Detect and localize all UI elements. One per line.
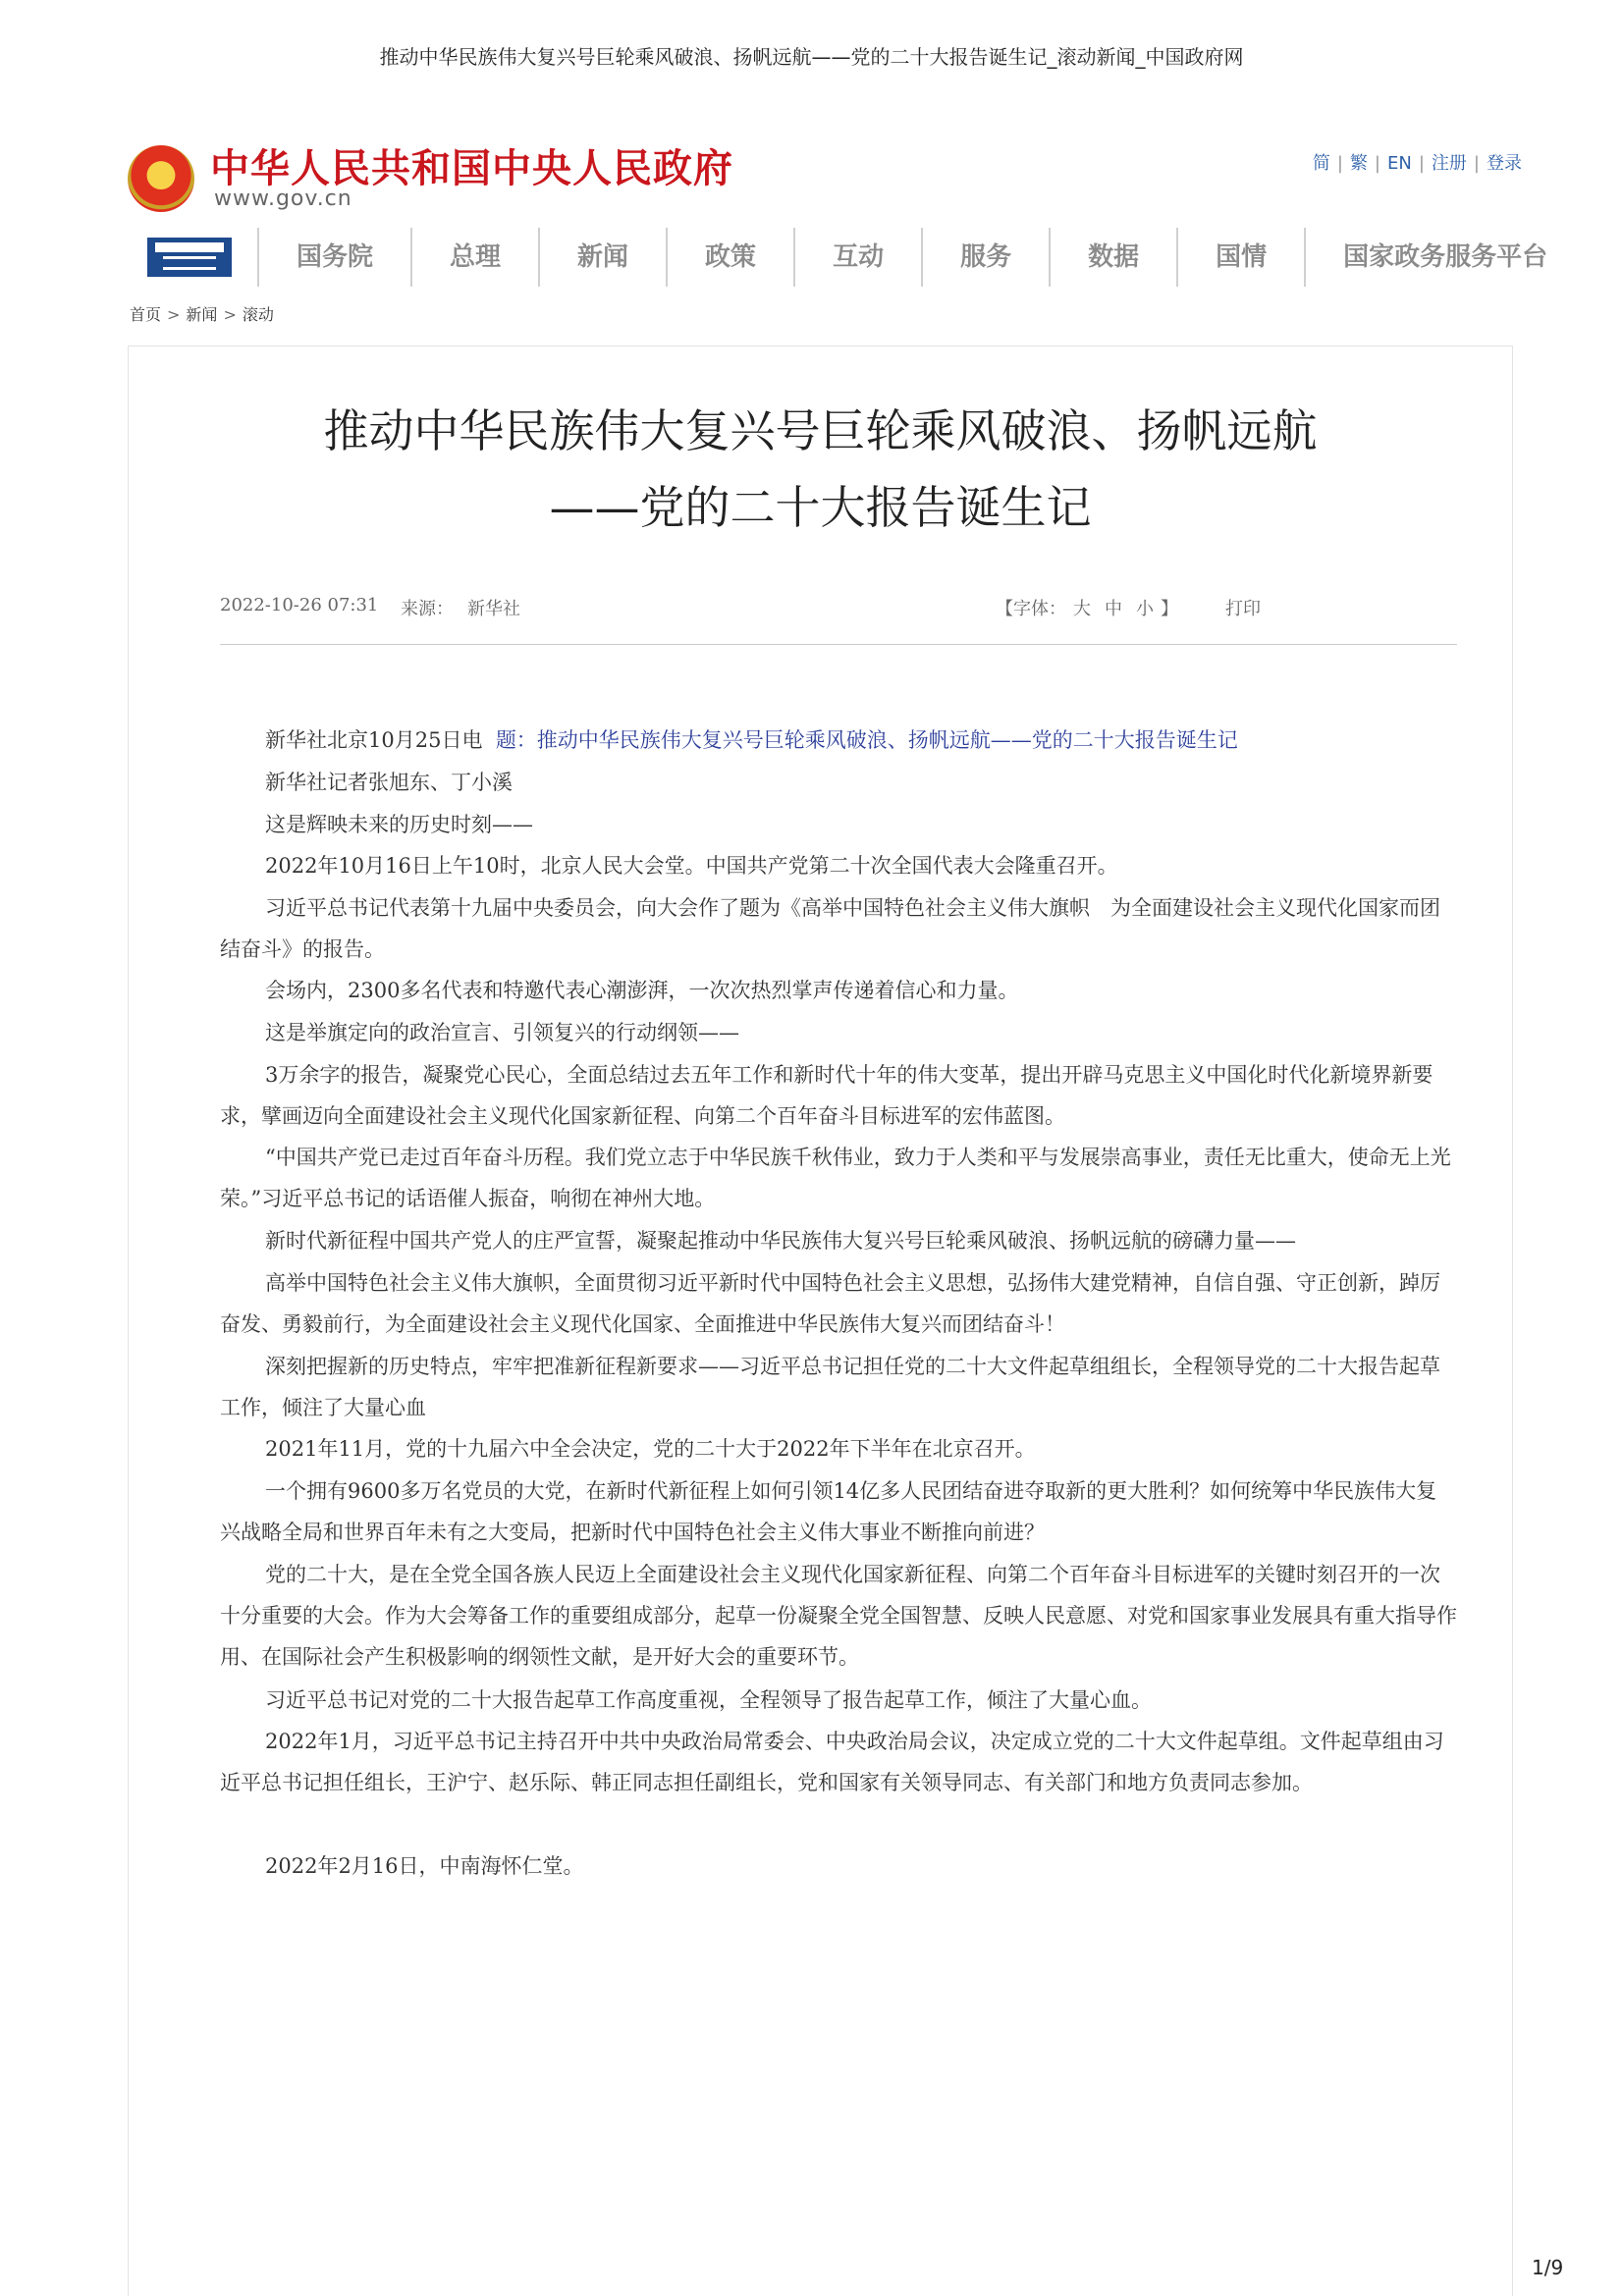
link-login[interactable]: 登录 bbox=[1487, 153, 1522, 174]
body-paragraph: 会场内，2300多名代表和特邀代表心潮澎湃，一次次热烈掌声传递着信心和力量。 bbox=[265, 979, 1019, 1002]
breadcrumb-rolling[interactable]: 滚动 bbox=[242, 305, 274, 324]
nav-item-premier[interactable]: 总理 bbox=[410, 228, 538, 287]
font-size-small[interactable]: 小 bbox=[1136, 599, 1154, 619]
source-label: 来源： bbox=[401, 599, 454, 619]
national-emblem-icon[interactable] bbox=[128, 145, 194, 212]
link-english[interactable]: EN bbox=[1387, 153, 1412, 174]
body-paragraph: 新华社记者张旭东、丁小溪 bbox=[265, 771, 513, 794]
link-register[interactable]: 注册 bbox=[1431, 153, 1467, 174]
body-paragraph: “中国共产党已走过百年奋斗历程。我们党立志于中华民族千秋伟业，致力于人类和平与发展崇高事业，责任无比重大，使命无上光荣。”习近平总书记的话语催人振奋，响彻在神州大地。 bbox=[220, 1146, 1451, 1210]
nav-item-state-council[interactable]: 国务院 bbox=[257, 228, 410, 287]
body-paragraph: 2022年1月，习近平总书记主持召开中共中央政治局常委会、中央政治局会议，决定成立党的二十大文件起草组。文件起草组由习近平总书记担任组长，王沪宁、赵乐际、韩正同志担任副组长，党和国家有关领导同志、有关部门和地方负责同志参加。 bbox=[220, 1730, 1444, 1794]
nav-item-gov-service-platform[interactable]: 国家政务服务平台 bbox=[1304, 228, 1547, 287]
meta-divider bbox=[220, 644, 1457, 645]
link-simplified[interactable]: 简 bbox=[1312, 153, 1330, 174]
publish-date: 2022-10-26 07:31 bbox=[220, 595, 379, 615]
top-links: 简 | 繁 | EN | 注册 | 登录 bbox=[1312, 153, 1522, 174]
breadcrumb-news[interactable]: 新闻 bbox=[186, 305, 218, 324]
site-title[interactable]: 中华人民共和国中央人民政府 bbox=[210, 146, 733, 191]
body-paragraph: 习近平总书记对党的二十大报告起草工作高度重视，全程领导了报告起草工作，倾注了大量心血。 bbox=[265, 1688, 1152, 1712]
nav-items bbox=[257, 228, 1547, 287]
site-header bbox=[128, 137, 1522, 226]
nav-item-news[interactable]: 新闻 bbox=[538, 228, 666, 287]
chevron-right-icon: > bbox=[167, 305, 181, 324]
font-size-label: 【字体： bbox=[996, 599, 1066, 619]
link-traditional[interactable]: 繁 bbox=[1349, 153, 1368, 174]
body-paragraph: 党的二十大，是在全党全国各族人民迈上全面建设社会主义现代化国家新征程、向第二个百年奋斗目标进军的关键时刻召开的一次十分重要的大会。作为大会筹备工作的重要组成部分，起草一份凝聚全党全国智慧、反映人民意愿、对党和国家事业发展具有重大指导作用、在国际社会产生积极影响的纲领性文献，是开好大会的重要环节。 bbox=[220, 1563, 1457, 1669]
body-paragraph: 高举中国特色社会主义伟大旗帜，全面贯彻习近平新时代中国特色社会主义思想，弘扬伟大建党精神，自信自强、守正创新，踔厉奋发、勇毅前行，为全面建设社会主义现代化国家、全面推进中华民族伟大复兴而团结奋斗！ bbox=[220, 1271, 1440, 1336]
lede-title: 题：推动中华民族伟大复兴号巨轮乘风破浪、扬帆远航——党的二十大报告诞生记 bbox=[495, 728, 1238, 752]
nav-item-services[interactable]: 服务 bbox=[921, 228, 1049, 287]
body-paragraph: 习近平总书记代表第十九届中央委员会，向大会作了题为《高举中国特色社会主义伟大旗帜 为全面建设社会主义现代化国家而团结奋斗》的报告。 bbox=[220, 896, 1440, 961]
chevron-right-icon: > bbox=[223, 305, 237, 324]
nav-item-national-info[interactable]: 国情 bbox=[1176, 228, 1304, 287]
font-size-bracket: 】 bbox=[1161, 599, 1178, 619]
site-domain: www.gov.cn bbox=[214, 187, 352, 211]
font-size-large[interactable]: 大 bbox=[1073, 599, 1091, 619]
lede-paragraph bbox=[220, 720, 1457, 761]
article-title-line-1: 推动中华民族伟大复兴号巨轮乘风破浪、扬帆远航 bbox=[323, 404, 1318, 457]
body-paragraph: 2022年10月16日上午10时，北京人民大会堂。中国共产党第二十次全国代表大会隆重召开。 bbox=[265, 854, 1118, 878]
source-name: 新华社 bbox=[467, 599, 520, 619]
breadcrumb bbox=[130, 302, 274, 325]
body-paragraph: 一个拥有9600多万名党员的大党，在新时代新征程上如何引领14亿多人民团结奋进夺取新的更大胜利？如何统筹中华民族伟大复兴战略全局和世界百年未有之大变局，把新时代中国特色社会主义伟大事业不断推向前进？ bbox=[220, 1479, 1437, 1544]
body-paragraph: 深刻把握新的历史特点，牢牢把准新征程新要求——习近平总书记担任党的二十大文件起草组组长，全程领导党的二十大报告起草工作，倾注了大量心血 bbox=[220, 1355, 1440, 1419]
font-size-medium[interactable]: 中 bbox=[1105, 599, 1122, 619]
tiananmen-icon[interactable] bbox=[147, 238, 232, 277]
print-header-title: 推动中华民族伟大复兴号巨轮乘风破浪、扬帆远航——党的二十大报告诞生记_滚动新闻_中国政府网 bbox=[379, 45, 1244, 69]
print-button[interactable]: 打印 bbox=[1225, 599, 1261, 619]
body-paragraph: 新时代新征程中国共产党人的庄严宣誓，凝聚起推动中华民族伟大复兴号巨轮乘风破浪、扬帆远航的磅礴力量—— bbox=[265, 1229, 1296, 1253]
font-size-control bbox=[996, 595, 1178, 620]
lede-prefix: 新华社北京10月25日电 bbox=[265, 728, 483, 752]
page-number: 1/9 bbox=[1532, 2256, 1564, 2279]
body-paragraph: 这是举旗定向的政治宣言、引领复兴的行动纲领—— bbox=[265, 1021, 739, 1044]
main-nav bbox=[128, 228, 1561, 287]
body-paragraph: 这是辉映未来的历史时刻—— bbox=[265, 813, 533, 836]
nav-item-data[interactable]: 数据 bbox=[1049, 228, 1176, 287]
article-title-line-2: ——党的二十大报告诞生记 bbox=[549, 481, 1092, 534]
body-paragraph: 2021年11月，党的十九届六中全会决定，党的二十大于2022年下半年在北京召开。 bbox=[265, 1437, 1036, 1461]
breadcrumb-home[interactable]: 首页 bbox=[130, 305, 162, 324]
article-title bbox=[128, 393, 1513, 546]
body-paragraph: 3万余字的报告，凝聚党心民心，全面总结过去五年工作和新时代十年的伟大变革，提出开辟马克思主义中国化时代化新境界新要求，擘画迈向全面建设社会主义现代化国家新征程、向第二个百年奋斗目标进军的宏伟蓝图。 bbox=[220, 1063, 1434, 1128]
nav-item-policy[interactable]: 政策 bbox=[666, 228, 793, 287]
body-paragraph: 2022年2月16日，中南海怀仁堂。 bbox=[265, 1854, 584, 1878]
nav-item-interaction[interactable]: 互动 bbox=[793, 228, 921, 287]
